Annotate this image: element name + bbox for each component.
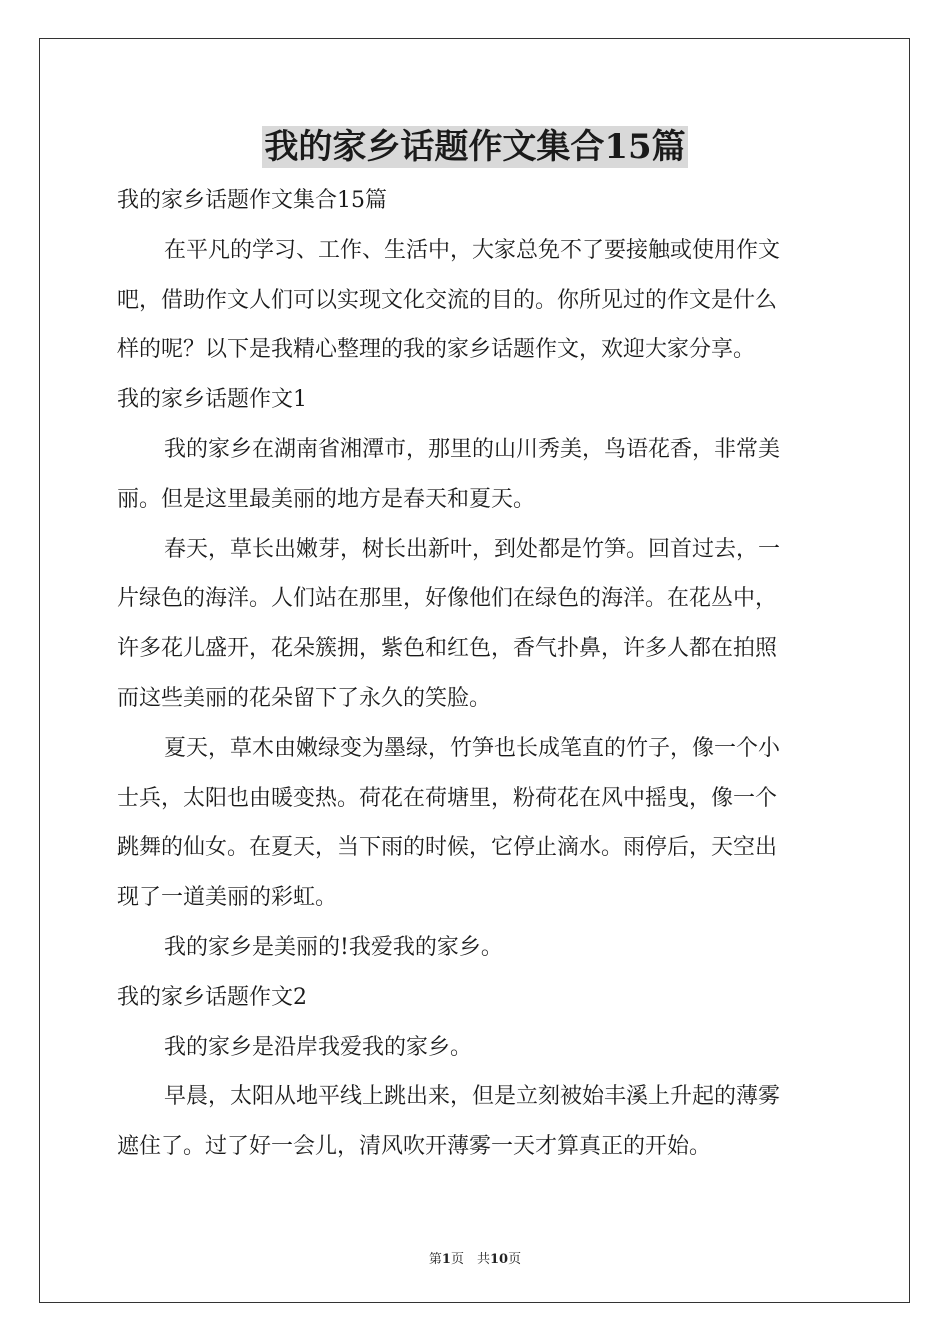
text-line: 我的家乡是美丽的!我爱我的家乡。 (164, 934, 503, 960)
title-wrap (0, 126, 950, 168)
text-line: 许多花儿盛开，花朵簇拥，紫色和红色，香气扑鼻，许多人都在拍照 (117, 636, 778, 662)
text-line: 遮住了。过了好一会儿，清风吹开薄雾一天才算真正的开始。 (117, 1134, 712, 1160)
footer-page-mid: 页 共 (450, 1252, 490, 1267)
text-line: 我的家乡是沿岸我爱我的家乡。 (164, 1034, 473, 1060)
text-line: 夏天，草木由嫩绿变为墨绿，竹笋也长成笔直的竹子，像一个小 (164, 735, 781, 761)
text-line: 而这些美丽的花朵留下了永久的笑脸。 (117, 685, 492, 711)
text-line: 跳舞的仙女。在夏天，当下雨的时候，它停止滴水。雨停后，天空出 (117, 835, 778, 861)
page-footer (0, 1248, 950, 1267)
text-line: 现了一道美丽的彩虹。 (117, 885, 338, 911)
document-body (117, 176, 833, 1172)
text-line: 片绿色的海洋。人们站在那里，好像他们在绿色的海洋。在花丛中， (117, 586, 778, 612)
document-title: 我的家乡话题作文集合15篇 (264, 127, 686, 167)
footer-page-prefix: 第 (428, 1252, 442, 1267)
section-heading: 我的家乡话题作文1 (117, 387, 307, 413)
text-line: 吧，借助作文人们可以实现文化交流的目的。你所见过的作文是什么 (117, 287, 778, 313)
text-line: 早晨，太阳从地平线上跳出来，但是立刻被始丰溪上升起的薄雾 (164, 1084, 781, 1110)
text-line: 我的家乡在湖南省湘潭市，那里的山川秀美，鸟语花香，非常美 (164, 436, 781, 462)
footer-page-suffix: 页 (508, 1252, 522, 1267)
text-line: 士兵，太阳也由暖变热。荷花在荷塘里，粉荷花在风中摇曳，像一个 (117, 785, 778, 811)
section-heading: 我的家乡话题作文2 (117, 984, 307, 1010)
footer-page-total: 10 (489, 1252, 509, 1267)
footer-page-current: 1 (441, 1252, 451, 1267)
text-line: 样的呢？以下是我精心整理的我的家乡话题作文，欢迎大家分享。 (117, 337, 756, 363)
text-line: 春天，草长出嫩芽，树长出新叶，到处都是竹笋。回首过去，一 (164, 536, 781, 562)
text-line: 在平凡的学习、工作、生活中，大家总免不了要接触或使用作文 (164, 237, 781, 263)
text-line: 我的家乡话题作文集合15篇 (117, 188, 387, 213)
text-line: 丽。但是这里最美丽的地方是春天和夏天。 (117, 486, 536, 512)
